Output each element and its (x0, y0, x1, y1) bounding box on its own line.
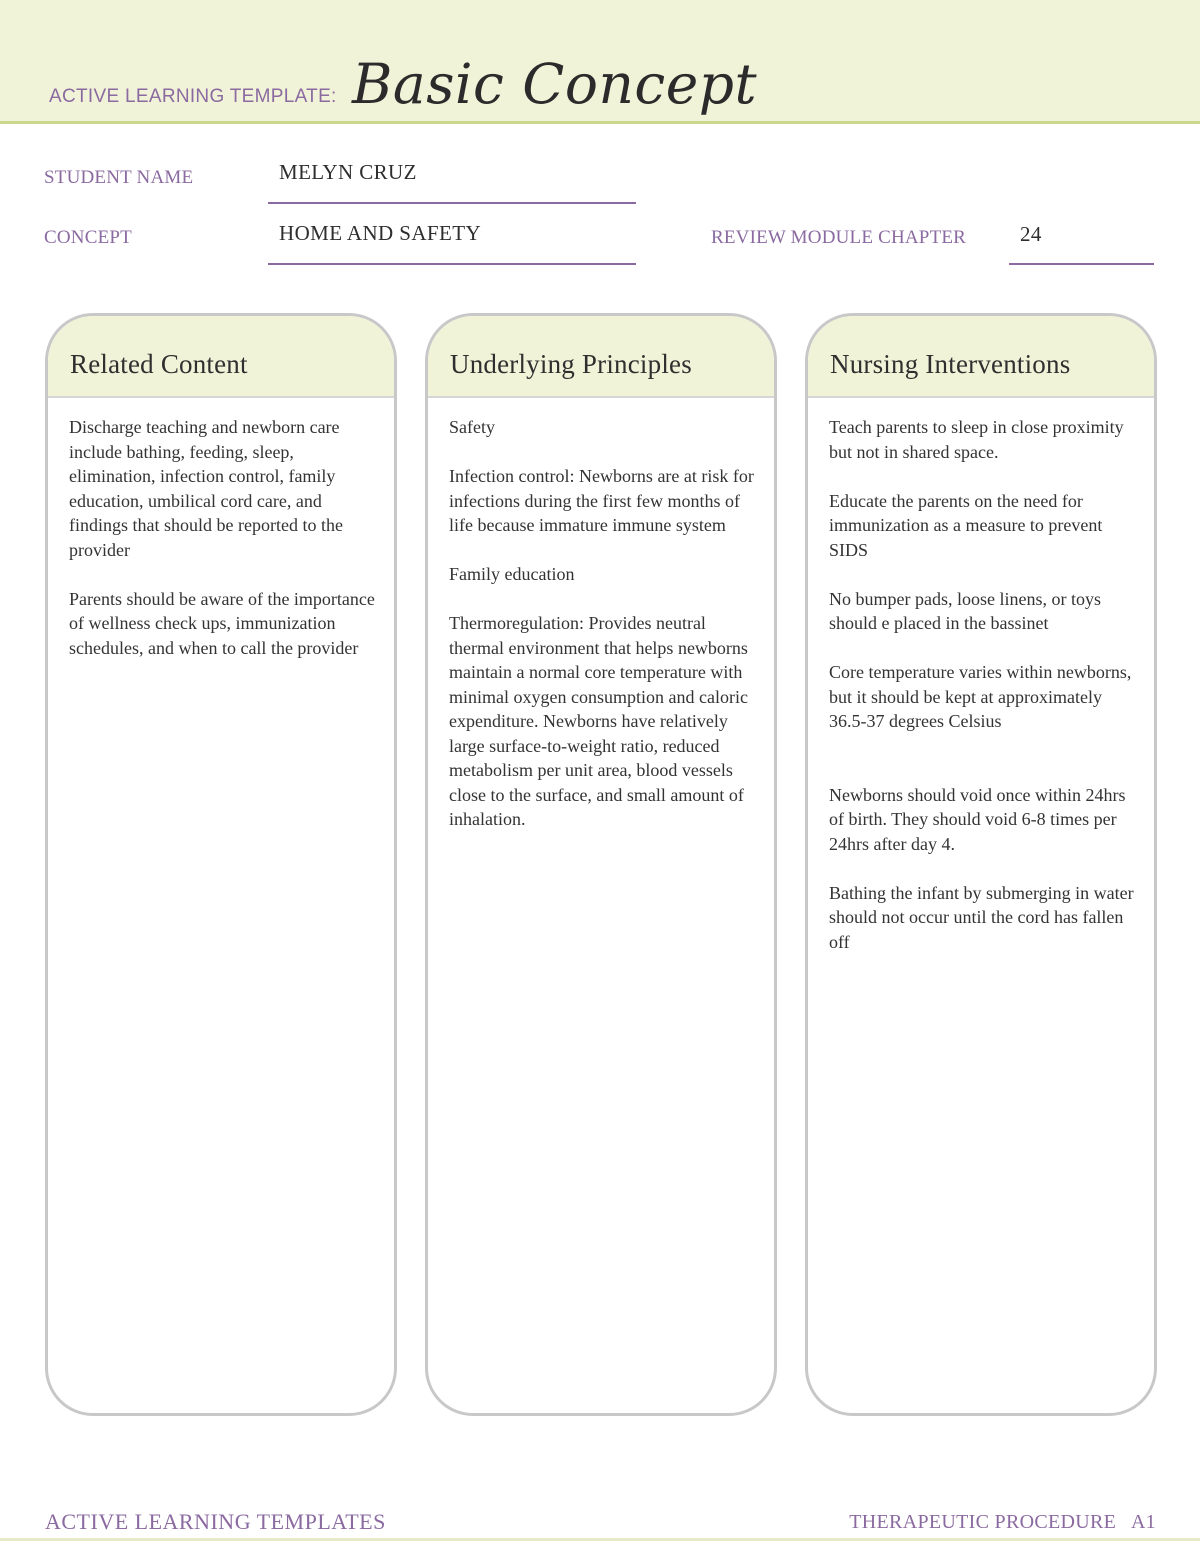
paragraph: Parents should be aware of the importance of wellness check ups, immunization schedules, and when to call the provider (69, 588, 375, 658)
concept-field[interactable]: HOME AND SAFETY (279, 221, 482, 245)
panel-related-content (45, 313, 397, 1416)
student-name-field[interactable]: MELYN CRUZ (279, 160, 417, 184)
template-label: ACTIVE LEARNING TEMPLATE: (49, 86, 337, 107)
panel-title: Underlying Principles (428, 316, 774, 398)
paragraph: Teach parents to sleep in close proximity but not in shared space. (829, 417, 1124, 462)
panel-title: Related Content (48, 316, 394, 398)
paragraph: Discharge teaching and newborn care include bathing, feeding, sleep, elimination, infection control, family education, umbilical cord care, and findings that should be reported to the provider (69, 417, 343, 560)
panel-nursing-interventions (805, 313, 1157, 1416)
paragraph: Infection control: Newborns are at risk for infections during the first few months of life because immature immune system (449, 466, 754, 535)
paragraph: Bathing the infant by submerging in water should not occur until the cord has fallen off (829, 882, 1134, 952)
template-title: Basic Concept (352, 52, 758, 116)
paragraph: No bumper pads, loose linens, or toys should e placed in the bassinet (829, 588, 1101, 633)
concept-label: CONCEPT (44, 227, 132, 248)
chapter-label: REVIEW MODULE CHAPTER (711, 227, 967, 248)
paragraph: Safety (449, 417, 495, 437)
chapter-underline (1009, 263, 1154, 265)
footer-right-text: THERAPEUTIC PROCEDURE A1 (849, 1511, 1156, 1533)
chapter-field[interactable]: 24 (1020, 222, 1042, 246)
paragraph: Newborns should void once within 24hrs of birth. They should void 6-8 times per 24hrs after day 4. (829, 784, 1126, 854)
panel-body[interactable] (428, 398, 774, 832)
panel-body[interactable] (48, 398, 394, 660)
footer-left-text: ACTIVE LEARNING TEMPLATES (45, 1509, 386, 1534)
paragraph: Thermoregulation: Provides neutral thermal environment that helps newborns maintain a normal core temperature with minimal oxygen consumption and caloric expenditure. Newborns have relatively large surface-to-weight ratio, reduced metabolism per unit area, blood vessels close to the surface, and small amount of inhalation. (449, 613, 748, 829)
footer-divider (0, 1538, 1200, 1541)
header-divider (0, 121, 1200, 124)
paragraph: Family education (449, 564, 575, 584)
concept-underline (268, 263, 636, 265)
student-name-label: STUDENT NAME (44, 167, 194, 188)
paragraph: Core temperature varies within newborns, but it should be kept at approximately 36.5-37 degrees Celsius (829, 662, 1132, 731)
panel-body[interactable] (808, 398, 1154, 954)
paragraph: Educate the parents on the need for immunization as a measure to prevent SIDS (829, 490, 1103, 560)
student-name-underline (268, 202, 636, 204)
panel-title: Nursing Interventions (808, 316, 1154, 398)
panel-underlying-principles (425, 313, 777, 1416)
